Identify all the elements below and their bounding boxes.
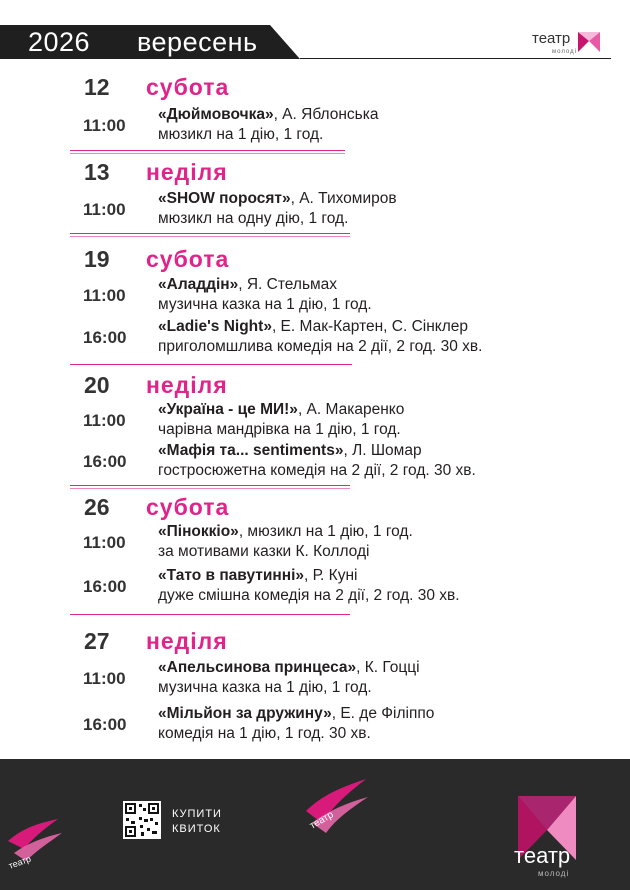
day-divider bbox=[70, 488, 350, 489]
day-name: неділя bbox=[146, 628, 228, 654]
show-author: , Е. Мак-Картен, С. Сінклер bbox=[271, 318, 469, 335]
show-description: мюзикл на одну дію, 1 год. bbox=[158, 210, 349, 227]
show-author: , Л. Шомар bbox=[343, 442, 422, 459]
show-title-line bbox=[158, 276, 337, 294]
show-description: мюзикл на 1 дію, 1 год. bbox=[158, 126, 324, 143]
logo-subtitle: молоді bbox=[538, 869, 570, 878]
page-header bbox=[0, 18, 630, 64]
show-time: 11:00 bbox=[83, 411, 126, 430]
show-title-line bbox=[158, 659, 420, 677]
show-author: , Я. Стельмах bbox=[238, 276, 338, 293]
show-description: музична казка на 1 дію, 1 год. bbox=[158, 679, 372, 696]
day-name: субота bbox=[146, 246, 230, 272]
show-title: «Україна - це МИ!» bbox=[158, 401, 298, 418]
show-description: музична казка на 1 дію, 1 год. bbox=[158, 296, 372, 313]
show-description: дуже смішна комедія на 2 дії, 2 год. 30 хв. bbox=[158, 587, 460, 604]
show-description: приголомшлива комедія на 2 дії, 2 год. 30 хв. bbox=[158, 338, 483, 355]
show-time: 11:00 bbox=[83, 533, 126, 552]
buy-ticket-label[interactable]: КВИТОК bbox=[172, 823, 221, 835]
show-author: , А. Макаренко bbox=[297, 401, 405, 418]
show-title-line bbox=[158, 705, 434, 723]
show-title-line bbox=[158, 523, 413, 541]
show-title: «Дюймовочка» bbox=[158, 106, 274, 123]
theatre-logo-icon[interactable] bbox=[300, 769, 370, 839]
logo-word: театр bbox=[532, 30, 571, 47]
header-year: 2026 bbox=[28, 27, 91, 57]
day-name: неділя bbox=[146, 159, 228, 185]
day-name: неділя bbox=[146, 372, 228, 398]
show-time: 16:00 bbox=[83, 577, 127, 596]
day-divider bbox=[70, 485, 350, 486]
day-divider bbox=[70, 153, 345, 154]
show-author: , мюзикл на 1 дію, 1 год. bbox=[238, 523, 413, 540]
show-description: комедія на 1 дію, 1 год. 30 хв. bbox=[158, 725, 371, 742]
show-title: «Аладдін» bbox=[158, 276, 239, 293]
day-divider bbox=[70, 150, 345, 151]
svg-text:театр: театр bbox=[7, 853, 33, 871]
header-month: вересень bbox=[137, 27, 258, 57]
day-number: 20 bbox=[84, 372, 110, 398]
show-time: 11:00 bbox=[83, 200, 126, 219]
show-time: 11:00 bbox=[83, 669, 126, 688]
show-time: 11:00 bbox=[83, 286, 126, 305]
day-number: 13 bbox=[84, 159, 110, 185]
theatre-logo[interactable] bbox=[532, 28, 602, 58]
show-description: чарівна мандрівка на 1 дію, 1 год. bbox=[158, 421, 401, 438]
show-author: , К. Гоцці bbox=[356, 659, 420, 676]
show-title: «Тато в павутинні» bbox=[158, 567, 305, 584]
show-title-line bbox=[158, 401, 404, 419]
show-time: 16:00 bbox=[83, 452, 127, 471]
page-footer bbox=[0, 759, 630, 890]
svg-text:театр: театр bbox=[308, 809, 336, 832]
show-time: 16:00 bbox=[83, 328, 127, 347]
header-divider bbox=[300, 58, 611, 59]
day-number: 19 bbox=[84, 246, 110, 272]
show-author: , А. Яблонська bbox=[273, 106, 379, 123]
show-description: гостросюжетна комедія на 2 дії, 2 год. 30 хв. bbox=[158, 462, 476, 479]
show-title: «Піноккіо» bbox=[158, 523, 239, 540]
show-title: «Мафія та... sentiments» bbox=[158, 442, 344, 459]
show-title-line bbox=[158, 318, 468, 336]
show-title: «Мільйон за дружину» bbox=[158, 705, 332, 722]
show-title-line bbox=[158, 567, 357, 585]
day-divider bbox=[70, 236, 350, 237]
show-author: , Е. де Філіппо bbox=[331, 705, 435, 722]
show-time: 11:00 bbox=[83, 116, 126, 135]
logo-word: театр bbox=[514, 843, 571, 868]
buy-ticket-label[interactable]: КУПИТИ bbox=[172, 808, 222, 820]
day-number: 27 bbox=[84, 628, 110, 654]
day-name: субота bbox=[146, 494, 230, 520]
show-time: 16:00 bbox=[83, 715, 127, 734]
show-title: «Ladie's Night» bbox=[158, 318, 272, 335]
day-number: 12 bbox=[84, 74, 110, 100]
logo-subtitle: молоді bbox=[552, 49, 577, 55]
show-title-line bbox=[158, 190, 397, 208]
theatre-logo-icon[interactable] bbox=[4, 803, 64, 873]
day-divider bbox=[70, 233, 350, 234]
show-author: , Р. Куні bbox=[304, 567, 358, 584]
day-number: 26 bbox=[84, 494, 110, 520]
show-author: , А. Тихомиров bbox=[290, 190, 397, 207]
qr-code-icon[interactable] bbox=[123, 801, 161, 839]
day-divider bbox=[70, 364, 352, 365]
theatre-logo-icon bbox=[576, 28, 602, 54]
show-title-line bbox=[158, 442, 422, 460]
show-description: за мотивами казки К. Коллоді bbox=[158, 543, 370, 560]
show-title: «SHOW поросят» bbox=[158, 190, 291, 207]
day-divider bbox=[70, 614, 350, 615]
show-title-line bbox=[158, 106, 378, 124]
show-title: «Апельсинова принцеса» bbox=[158, 659, 357, 676]
day-name: субота bbox=[146, 74, 230, 100]
